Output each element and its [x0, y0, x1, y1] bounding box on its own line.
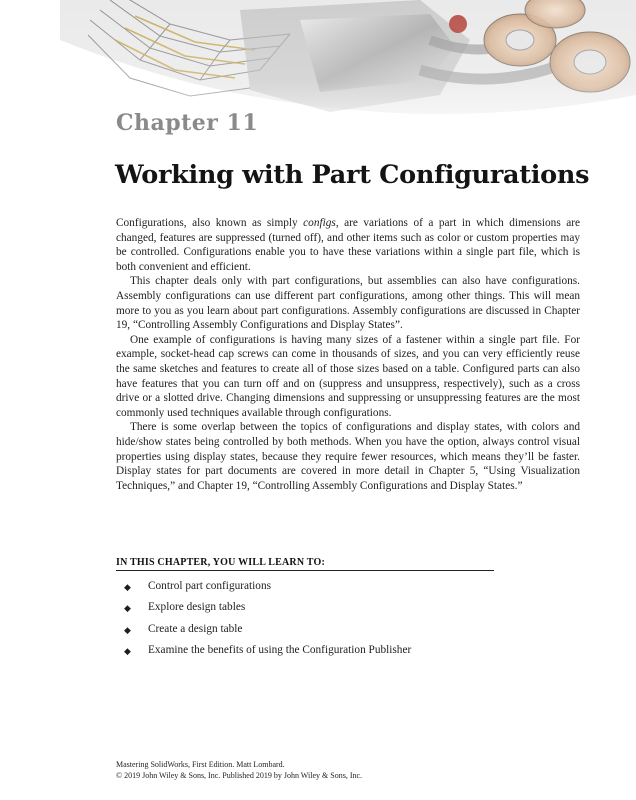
body-paragraph: One example of configurations is having many sizes of a fastener within a single part file. For example, socket-head cap screws can come in thousands of sizes, and you can very efficiently reuse the same sketches and features to create all of those sizes based on a table. Configured parts can also have features that you can turn off and on (suppress and unsuppress, respectively), such as a cross drive or a slotted drive. Changing dimensions and suppressing or unsuppressing features are the most commonly used techniques available through configurations. [116, 333, 580, 419]
diamond-bullet-icon: ◆ [124, 646, 131, 657]
diamond-bullet-icon: ◆ [124, 624, 131, 635]
learning-objectives-list [124, 580, 411, 666]
intro-paragraph [116, 216, 580, 274]
body-paragraph: This chapter deals only with part configurations, but assemblies can also have configurations. Assembly configurations can use different part configurations, among other things. This will mean more to you as you learn about part configurations. Assembly configurations are discussed in Chapter 19, “Controlling Assembly Configurations and Display States”. [116, 275, 580, 332]
emphasized-term: configs [303, 217, 336, 229]
chapter-title: Working with Part Configurations [115, 160, 590, 190]
chapter-intro-text [116, 216, 580, 493]
learning-objectives-heading: IN THIS CHAPTER, YOU WILL LEARN TO: [116, 557, 494, 571]
diamond-bullet-icon: ◆ [124, 582, 131, 592]
list-item [124, 644, 411, 665]
list-item-text: Examine the benefits of using the Configuration Publisher [148, 644, 412, 657]
list-item [124, 601, 411, 622]
list-item-text: Create a design table [148, 622, 243, 635]
book-citation: Mastering SolidWorks, First Edition. Matt Lombard. [116, 760, 285, 769]
copyright-notice: © 2019 John Wiley & Sons, Inc. Published 2019 by John Wiley & Sons, Inc. [116, 771, 363, 780]
body-paragraph: There is some overlap between the topics of configurations and display states, with colors and hide/show states being controlled by both methods. When you have the option, always control visual properties using display states, because they require fewer resources, which means they’ll be faster. Display states for part documents are covered in more detail in Chapter 5, “Using Visualization Techniques,” and Chapter 19, “Controlling Assembly Configurations and Display States.” [116, 421, 580, 492]
list-item [124, 623, 411, 644]
list-item-text: Control part configurations [148, 580, 271, 592]
paragraph-text: , are variations of a part in which dimensions are changed, features are suppressed (turned off), and other items such as color or custom properties may be controlled. Configurations enable you to have these variations within a single part file, which is both convenient and efficient. [116, 217, 581, 273]
list-item-text: Explore design tables [148, 601, 246, 614]
chapter-number-label: Chapter 11 [116, 110, 259, 136]
copyright-footer [116, 759, 362, 781]
chapter-header-illustration [0, 0, 636, 150]
list-item [124, 580, 411, 601]
diamond-bullet-icon: ◆ [124, 603, 131, 614]
engine-illustration-icon [0, 0, 636, 150]
paragraph-text: Configurations, also known as simply [116, 217, 304, 229]
